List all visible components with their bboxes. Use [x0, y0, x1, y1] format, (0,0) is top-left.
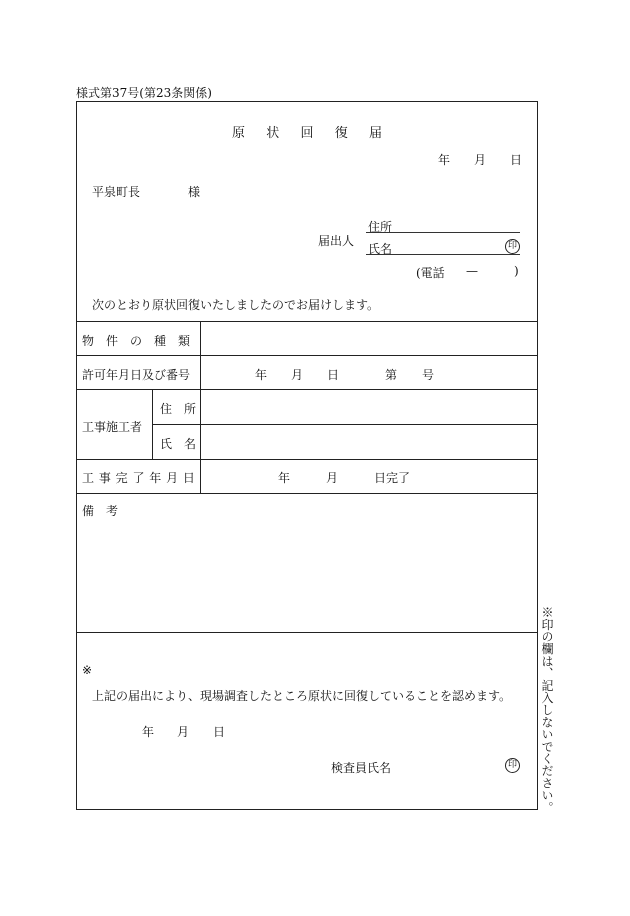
contractor-label: 工事施工者	[82, 420, 143, 434]
inspector-seal-icon: 印	[505, 758, 520, 773]
title-char: 状	[266, 126, 280, 141]
row-divider	[76, 493, 538, 494]
form-number: 様式第37号(第23条関係)	[76, 86, 212, 100]
column-divider	[200, 321, 201, 493]
header-date-day: 日	[510, 153, 523, 167]
applicant-seal-icon: 印	[505, 239, 520, 254]
form-title	[232, 122, 382, 141]
official-date-year: 年	[142, 725, 155, 739]
remarks-label: 備 考	[82, 504, 119, 518]
confirmation-text: 上記の届出により、現場調査したところ原状に回復していることを認めます。	[92, 689, 512, 703]
official-date-month: 月	[177, 725, 190, 739]
permit-number-prefix: 第	[385, 368, 398, 382]
permit-day: 日	[327, 368, 340, 382]
completion-label: 工 事 完 了 年 月 日	[82, 471, 196, 485]
permit-month: 月	[291, 368, 304, 382]
remarks-field[interactable]	[78, 520, 536, 630]
intro-text: 次のとおり原状回復いたしましたのでお届けします。	[92, 298, 380, 312]
title-char: 回	[300, 126, 314, 141]
row-divider	[76, 632, 538, 633]
applicant-name-line[interactable]	[366, 254, 520, 255]
applicant-label: 届出人	[318, 234, 355, 248]
side-note: ※印の欄は、記入しないでください。	[540, 606, 554, 814]
addressee-honorific: 様	[188, 185, 201, 199]
contractor-name-label: 氏 名	[160, 437, 197, 451]
applicant-name-label: 氏名	[368, 242, 393, 256]
property-type-label: 物 件 の 種 類	[82, 334, 191, 348]
row-divider	[152, 424, 538, 425]
title-char: 届	[368, 126, 382, 141]
completion-day: 日完了	[374, 471, 411, 485]
title-char: 原	[232, 126, 246, 141]
applicant-phone-close: )	[514, 264, 519, 278]
column-divider	[152, 389, 153, 459]
applicant-address-label: 住所	[368, 220, 393, 234]
row-divider	[76, 355, 538, 356]
permit-label: 許可年月日及び番号	[82, 368, 191, 382]
applicant-phone-dash: —	[466, 264, 478, 278]
permit-year: 年	[255, 368, 268, 382]
official-mark: ※	[82, 663, 93, 677]
completion-month: 月	[326, 471, 339, 485]
row-divider	[76, 389, 538, 390]
property-type-field[interactable]	[202, 323, 536, 354]
contractor-address-field[interactable]	[202, 391, 536, 423]
header-date-year: 年	[438, 153, 451, 167]
contractor-name-field[interactable]	[202, 426, 536, 458]
header-date-month: 月	[474, 153, 487, 167]
completion-year: 年	[278, 471, 291, 485]
official-date-day: 日	[213, 725, 226, 739]
title-char: 復	[334, 126, 348, 141]
applicant-address-line[interactable]	[366, 232, 520, 233]
row-divider	[76, 321, 538, 322]
row-divider	[76, 459, 538, 460]
permit-number-suffix: 号	[422, 368, 435, 382]
applicant-phone-open: (電話	[416, 266, 445, 280]
contractor-address-label: 住 所	[160, 402, 197, 416]
addressee-name: 平泉町長	[92, 185, 141, 199]
inspector-label: 検査員氏名	[331, 761, 392, 775]
